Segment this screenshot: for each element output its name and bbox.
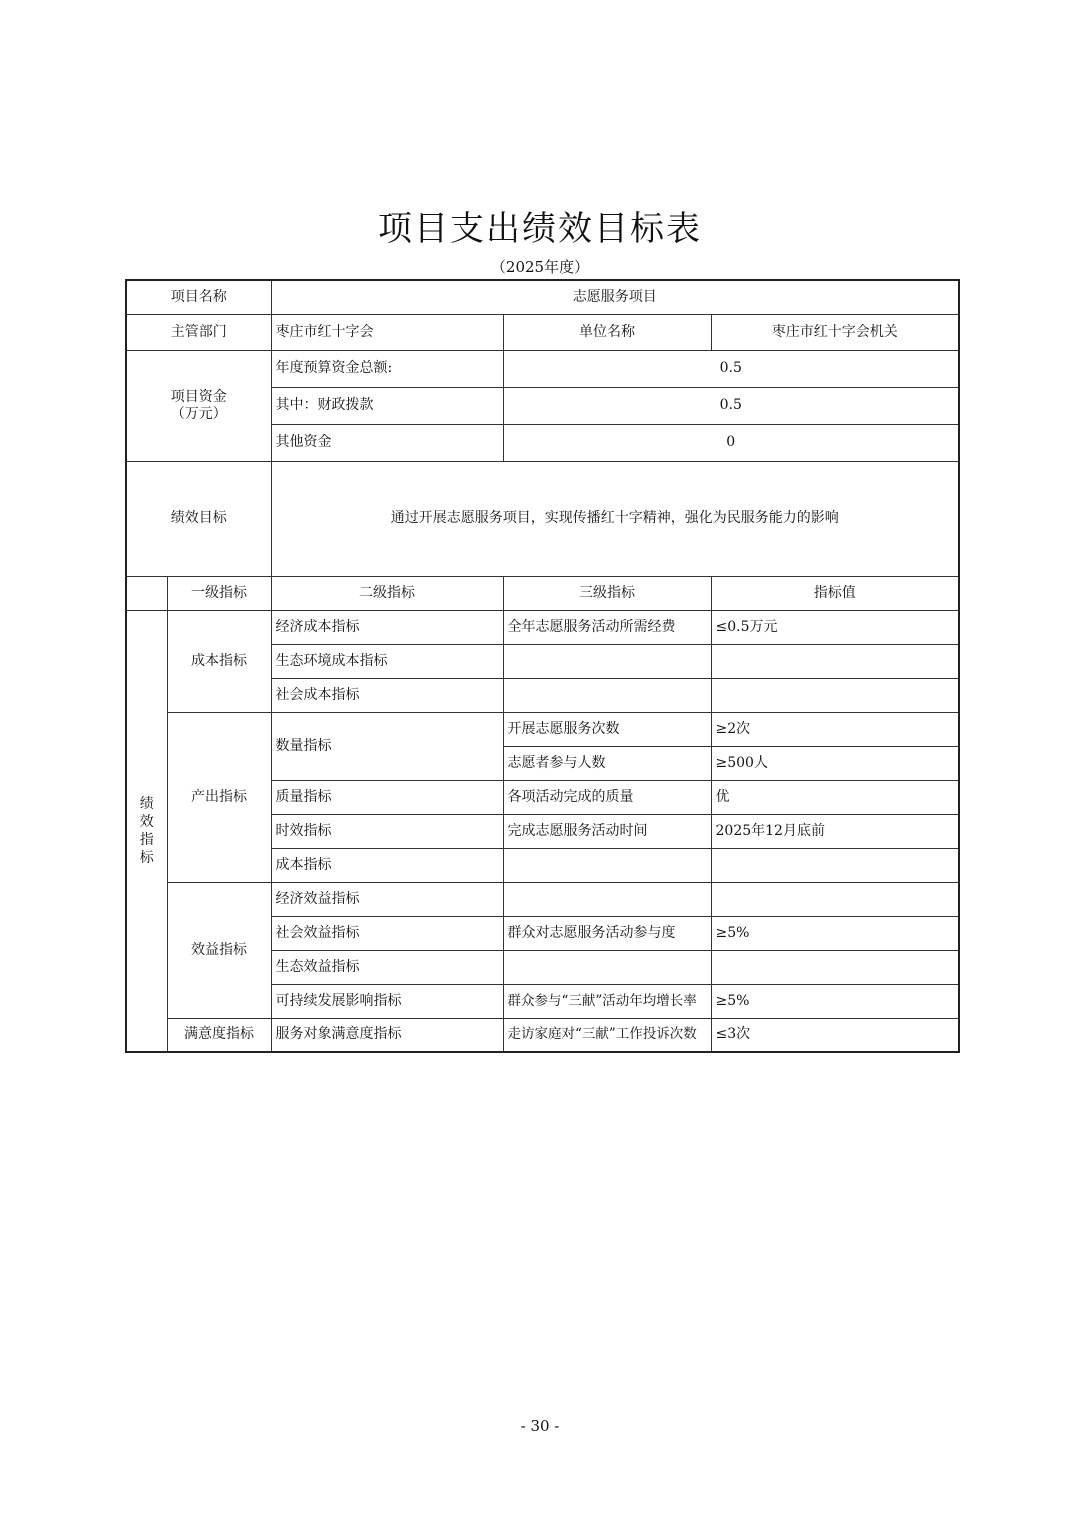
table-row — [126, 461, 959, 576]
blank-corner-cell — [126, 576, 167, 610]
cell-l2: 时效指标 — [271, 814, 503, 848]
cell-value — [711, 644, 959, 678]
table-row — [126, 712, 959, 746]
performance-table — [125, 279, 960, 1053]
cell-value — [711, 950, 959, 984]
cell-value: ≥5% — [711, 916, 959, 950]
unit-label: 单位名称 — [503, 314, 711, 350]
cell-l3 — [503, 950, 711, 984]
header-value: 指标值 — [711, 576, 959, 610]
cell-l3: 群众参与“三献”活动年均增长率 — [503, 984, 711, 1018]
cell-l2: 质量指标 — [271, 780, 503, 814]
table-header-row — [126, 576, 959, 610]
cell-l2: 服务对象满意度指标 — [271, 1018, 503, 1052]
cell-value — [711, 882, 959, 916]
output-label: 产出指标 — [167, 712, 271, 882]
table-row — [126, 280, 959, 314]
cell-l3: 完成志愿服务活动时间 — [503, 814, 711, 848]
goal-label: 绩效目标 — [126, 461, 271, 576]
indicators-side-label: 绩效指标 — [126, 610, 167, 1052]
page-number: - 30 - — [520, 1417, 560, 1435]
cost-label: 成本指标 — [167, 610, 271, 712]
cell-l3: 开展志愿服务次数 — [503, 712, 711, 746]
unit-value: 枣庄市红十字会机关 — [711, 314, 959, 350]
fiscal-value: 0.5 — [503, 387, 959, 424]
project-name: 志愿服务项目 — [271, 280, 959, 314]
cell-l2: 社会成本指标 — [271, 678, 503, 712]
cell-l3 — [503, 678, 711, 712]
other-funds-value: 0 — [503, 424, 959, 461]
cell-value: ≥5% — [711, 984, 959, 1018]
header-level3: 三级指标 — [503, 576, 711, 610]
cell-value: 2025年12月底前 — [711, 814, 959, 848]
cell-value — [711, 678, 959, 712]
budget-value: 0.5 — [503, 350, 959, 387]
dept-label: 主管部门 — [126, 314, 271, 350]
cell-value: ≥2次 — [711, 712, 959, 746]
header-level1: 一级指标 — [167, 576, 271, 610]
cell-l2: 经济效益指标 — [271, 882, 503, 916]
cell-l2: 可持续发展影响指标 — [271, 984, 503, 1018]
funds-label-line1: 项目资金 — [170, 388, 227, 405]
cell-value: ≥500人 — [711, 746, 959, 780]
cell-value: ≤3次 — [711, 1018, 959, 1052]
cell-l3: 志愿者参与人数 — [503, 746, 711, 780]
cell-l3 — [503, 882, 711, 916]
page-title: 项目支出绩效目标表 — [378, 209, 702, 249]
fiscal-year: （2025年度） — [490, 258, 590, 276]
table-row — [126, 350, 959, 387]
cell-l2: 生态环境成本指标 — [271, 644, 503, 678]
table-row — [126, 314, 959, 350]
table-row — [126, 610, 959, 644]
dept-value: 枣庄市红十字会 — [271, 314, 503, 350]
funds-label — [126, 350, 271, 461]
benefit-label: 效益指标 — [167, 882, 271, 1018]
cell-l3: 群众对志愿服务活动参与度 — [503, 916, 711, 950]
cell-l2: 经济成本指标 — [271, 610, 503, 644]
project-name-label: 项目名称 — [126, 280, 271, 314]
cell-l2: 社会效益指标 — [271, 916, 503, 950]
budget-label: 年度预算资金总额: — [271, 350, 503, 387]
header-level2: 二级指标 — [271, 576, 503, 610]
cell-l3 — [503, 644, 711, 678]
cell-l3: 走访家庭对“三献”工作投诉次数 — [503, 1018, 711, 1052]
cell-l3 — [503, 848, 711, 882]
cell-l3: 各项活动完成的质量 — [503, 780, 711, 814]
table-row — [126, 1018, 959, 1052]
funds-label-line2: （万元） — [170, 405, 227, 422]
cell-value: ≤0.5万元 — [711, 610, 959, 644]
cell-value: 优 — [711, 780, 959, 814]
cell-value — [711, 848, 959, 882]
cell-l3: 全年志愿服务活动所需经费 — [503, 610, 711, 644]
cell-l2: 成本指标 — [271, 848, 503, 882]
cell-l2: 生态效益指标 — [271, 950, 503, 984]
satisfaction-label: 满意度指标 — [167, 1018, 271, 1052]
fiscal-label: 其中：财政拨款 — [271, 387, 503, 424]
other-funds-label: 其他资金 — [271, 424, 503, 461]
quantity-label: 数量指标 — [271, 712, 503, 780]
table-row — [126, 882, 959, 916]
goal-text: 通过开展志愿服务项目，实现传播红十字精神，强化为民服务能力的影响 — [271, 461, 959, 576]
